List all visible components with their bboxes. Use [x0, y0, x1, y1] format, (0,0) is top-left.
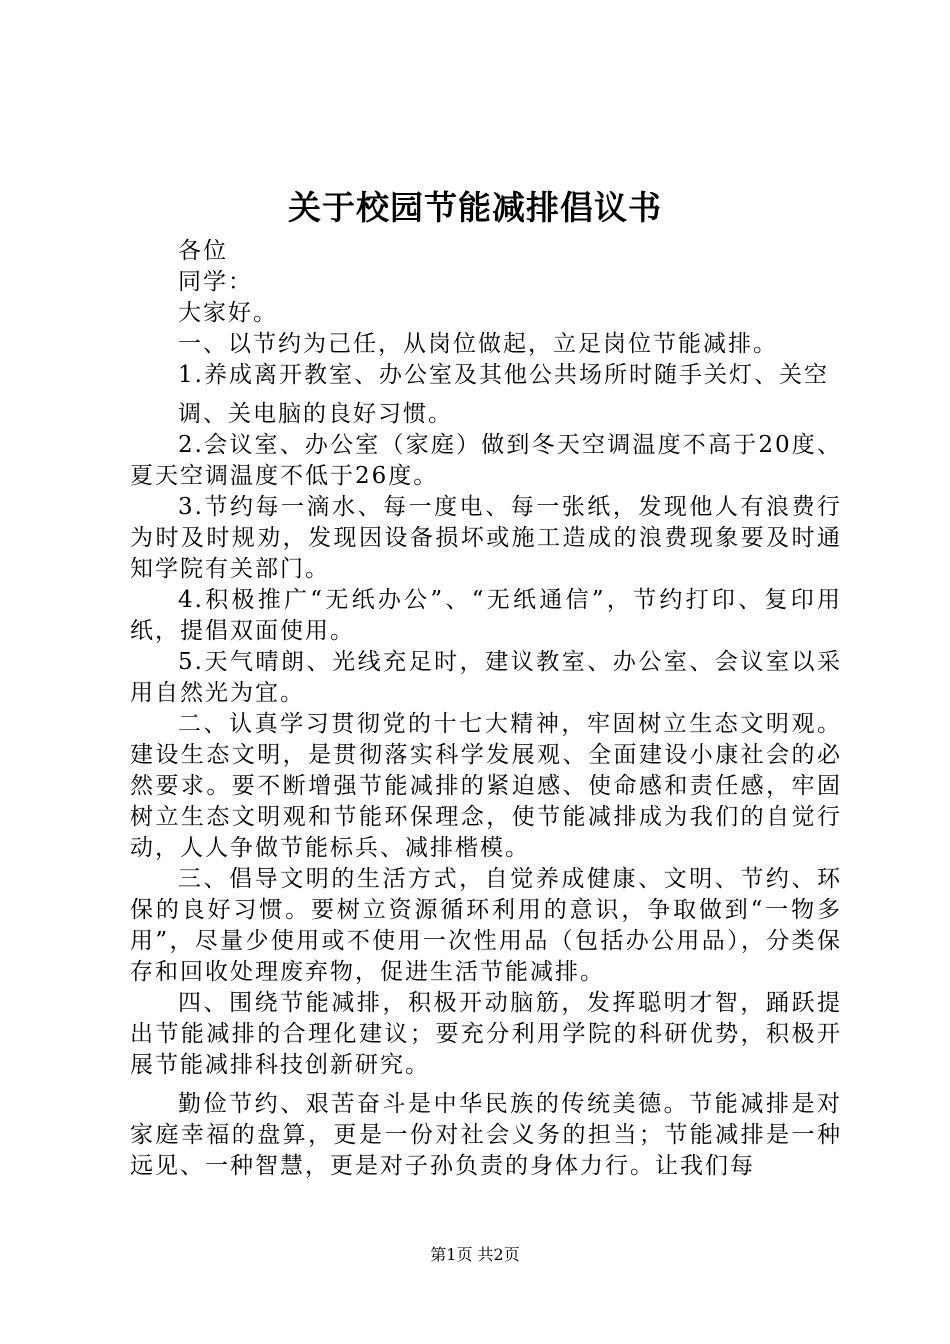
salutation-line-2: 同学： [178, 269, 253, 295]
greeting: 大家好。 [178, 300, 278, 326]
section-2: 二、认真学习贯彻党的十七大精神，牢固树立生态文明观。建设生态文明，是贯彻落实科学发展观、全面建设小康社会的必然要求。要不断增强节能减排的紧迫感、使命感和责任感，牢固树立生态文明观和节能环保理念，使节能减排成为我们的自觉行动，人人争做节能标兵、减排楷模。 [130, 711, 842, 861]
item-1: 1.养成离开教室、办公室及其他公共场所时随手关灯、关空 [178, 362, 829, 388]
salutation-line-1: 各位 [178, 238, 228, 264]
item-4: 4.积极推广“无纸办公”、“无纸通信”，节约打印、复印用纸，提倡双面使用。 [130, 587, 842, 644]
section-1-heading: 一、以节约为己任，从岗位做起，立足岗位节能减排。 [178, 331, 778, 357]
closing-paragraph: 勤俭节约、艰苦奋斗是中华民族的传统美德。节能减排是对家庭幸福的盘算，更是一份对社会义务的担当；节能减排是一种远见、一种智慧，更是对子孙负责的身体力行。让我们每 [130, 1091, 842, 1179]
section-3: 三、倡导文明的生活方式，自觉养成健康、文明、节约、环保的良好习惯。要树立资源循环利用的意识，争取做到“一物多用”，尽量少使用或不使用一次性用品（包括办公用品），分类保存和回收处理废弃物，促进生活节能减排。 [130, 866, 842, 985]
item-1-continued: 调、关电脑的良好习惯。 [178, 401, 453, 427]
section-4: 四、围绕节能减排，积极开动脑筋，发挥聪明才智，踊跃提出节能减排的合理化建议；要充分利用学院的科研优势，积极开展节能减排科技创新研究。 [130, 990, 842, 1078]
page-footer: 第1页 共2页 [430, 1245, 520, 1264]
document-title: 关于校园节能减排倡议书 [288, 188, 662, 227]
item-5: 5.天气晴朗、光线充足时，建议教室、办公室、会议室以采用自然光为宜。 [130, 649, 842, 706]
item-2: 2.会议室、办公室（家庭）做到冬天空调温度不高于20度、夏天空调温度不低于26度。 [130, 432, 842, 489]
document-body [130, 236, 842, 1182]
item-3: 3.节约每一滴水、每一度电、每一张纸，发现他人有浪费行为时及时规劝，发现因设备损坏或施工造成的浪费现象要及时通知学院有关部门。 [130, 494, 842, 582]
